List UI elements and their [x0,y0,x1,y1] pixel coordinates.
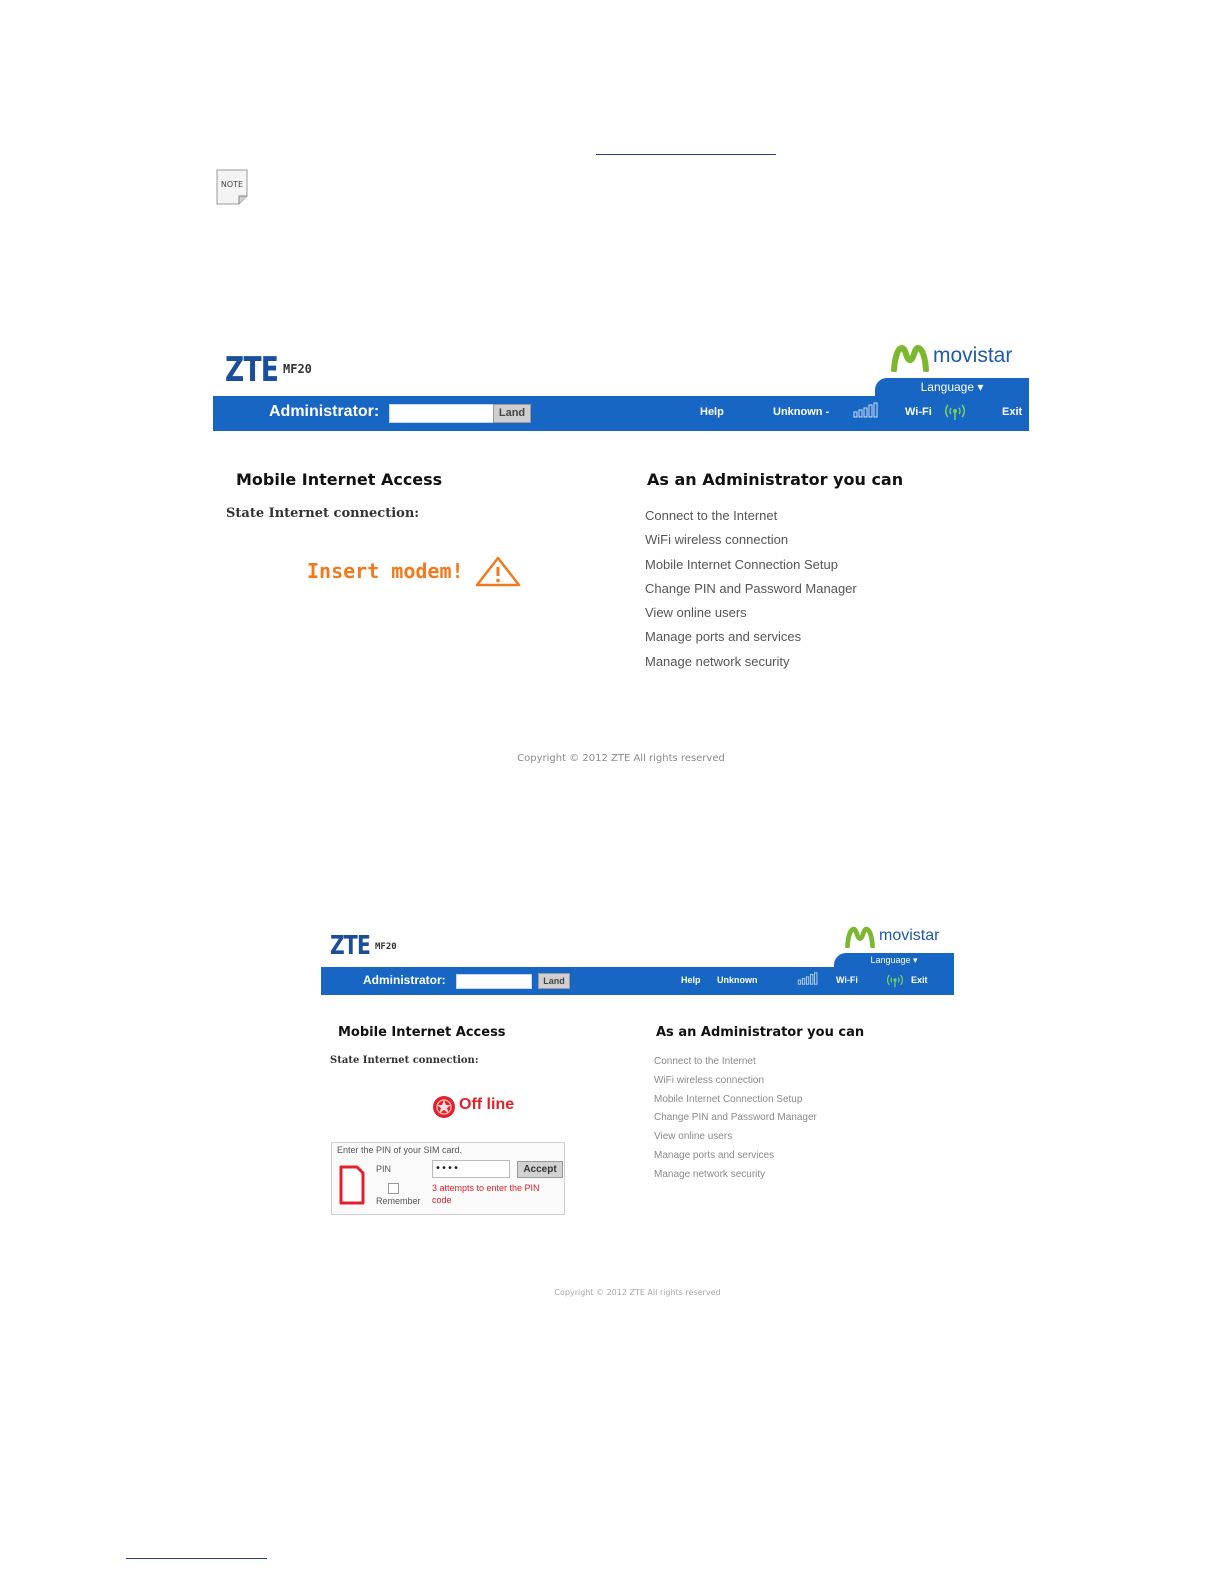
screenshot-pin-required [321,922,954,1302]
zte-logo: ZTE [225,350,279,390]
exit-link[interactable]: Exit [1002,406,1023,418]
network-status: Unknown - [773,406,830,418]
network-status: Unknown [717,975,758,985]
note-icon [216,169,248,205]
copyright: Copyright © 2012 ZTE All rights reserved [554,1288,721,1297]
remember-checkbox[interactable] [388,1183,399,1194]
link-underline [596,154,776,155]
pin-entry-panel [331,1142,565,1215]
admin-bar [213,396,1029,431]
menu-item-ports[interactable]: Manage ports and services [654,1149,775,1161]
attempts-line1: 3 attempts to enter the PIN [432,1183,540,1193]
menu-item-security[interactable]: Manage network security [654,1168,766,1180]
admin-password-input[interactable] [389,404,495,423]
language-selector[interactable]: Language ▾ [834,953,954,967]
menu-item-ports[interactable]: Manage ports and services [645,629,802,645]
state-label: State Internet connection: [330,1055,479,1066]
language-selector[interactable]: Language ▾ [875,378,1029,396]
accept-button[interactable]: Accept [517,1161,563,1178]
menu-item-users[interactable]: View online users [654,1131,733,1143]
exit-link[interactable]: Exit [911,975,928,985]
menu-item-security[interactable]: Manage network security [645,653,790,669]
sim-card-icon [338,1165,366,1209]
right-section-title: As an Administrator you can [647,470,904,489]
state-label: State Internet connection: [226,506,420,521]
movistar-m-icon [845,926,875,948]
pin-label: PIN [376,1164,392,1174]
admin-password-input[interactable] [456,974,532,989]
attempts-line2: code [432,1195,452,1205]
pin-input[interactable]: •••• [432,1160,510,1178]
model-label: MF20 [283,362,312,376]
menu-item-connect[interactable]: Connect to the Internet [645,508,778,523]
right-section-title: As an Administrator you can [656,1025,865,1040]
menu-item-users[interactable]: View online users [645,605,747,621]
pin-prompt: Enter the PIN of your SIM card. [337,1145,463,1155]
wifi-antenna-icon [943,401,967,426]
land-button[interactable]: Land [538,973,570,989]
screenshot-modem-missing [213,340,1029,780]
admin-menu [654,1056,817,1188]
menu-item-setup[interactable]: Mobile Internet Connection Setup [654,1093,803,1105]
menu-item-pin[interactable]: Change PIN and Password Manager [645,580,857,596]
menu-item-wifi[interactable]: WiFi wireless connection [645,532,789,548]
footnote-underline [126,1558,267,1559]
admin-bar [321,967,954,995]
left-section-title: Mobile Internet Access [236,470,443,489]
wifi-label[interactable]: Wi-Fi [905,406,932,418]
warning-icon [475,555,521,591]
offline-message: Off line [459,1096,515,1113]
admin-menu [645,508,857,678]
movistar-m-icon [891,344,929,372]
admin-label: Administrator: [363,973,446,987]
svg-text:NOTE: NOTE [220,180,244,189]
admin-label: Administrator: [269,403,380,420]
zte-logo: ZTE [330,931,371,961]
signal-bars-icon [797,972,819,990]
insert-modem-message: Insert modem! [307,559,464,583]
offline-icon [432,1095,456,1123]
left-section-title: Mobile Internet Access [338,1025,506,1040]
movistar-logo: movistar [891,342,1031,374]
copyright: Copyright © 2012 ZTE All rights reserved [517,753,725,764]
menu-item-pin[interactable]: Change PIN and Password Manager [654,1112,817,1124]
help-link[interactable]: Help [700,406,724,418]
model-label: MF20 [375,942,397,952]
movistar-logo: movistar [845,924,955,950]
menu-item-wifi[interactable]: WiFi wireless connection [654,1074,765,1086]
wifi-antenna-icon [885,972,905,993]
menu-item-connect[interactable]: Connect to the Internet [654,1056,756,1067]
help-link[interactable]: Help [681,975,701,985]
menu-item-setup[interactable]: Mobile Internet Connection Setup [645,556,838,572]
wifi-label[interactable]: Wi-Fi [836,975,858,985]
remember-label: Remember [376,1196,421,1206]
land-button[interactable]: Land [493,404,531,423]
signal-bars-icon [853,402,879,423]
